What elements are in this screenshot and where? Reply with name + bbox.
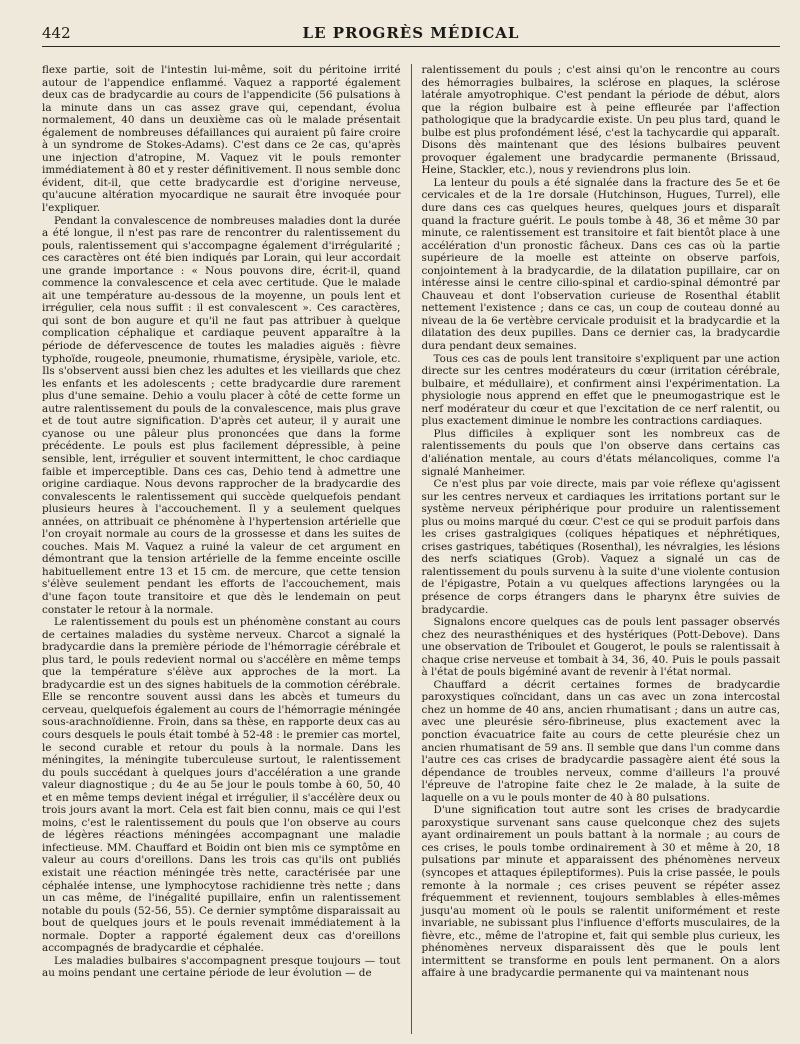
paragraph: La lenteur du pouls a été signalée dans la fracture des 5e et 6e cervicales et de la 1re dorsale (Hutchinson, Hugues, Turrel), elle dure dans ces cas quelques heures, quelques jours et disparaît quand la fracture guérit. Le pouls tombe à 48, 36 et même 30 par minute, ce ralentissement est transitoire et fait bientôt place à une accélération d'un pronostic fâcheux. Dans ces cas où la partie supérieure de la moelle est atteinte on observe parfois, conjointement à la bradycardie, de la dilatation pupillaire, car on intéresse ainsi le centre cilio-spinal et cardio-spinal démontré par Chauveau et dont l'observation curieuse de Rosenthal établit nettement l'existence ; dans ce cas, un coup de couteau donné au niveau de la 6e vertèbre cervicale produisit et la bradycardie et la dilatation des deux pupilles. Dans ce dernier cas, la bradycardie dura pendant deux semaines.: [421, 176, 780, 353]
paragraph: Chauffard a décrit certaines formes de bradycardie paroxystiques coïncidant, dans un cas avec un zona intercostal chez un homme de 40 ans, ancien rhumatisant ; dans un autre cas, avec une pleurésie séro-fibrineuse, plus exactement avec la ponction évacuatrice faite au cours de cette pleurésie chez un ancien rhumatisant de 59 ans. Il semble que dans l'un comme dans l'autre ces cas crises de bradycardie passagère aient été sous la dépendance de troubles nerveux, comme d'ailleurs l'a prouvé l'épreuve de l'atropine faite chez le 2e malade, à la suite de laquelle on a vu le pouls monter de 40 à 80 pulsations.: [421, 678, 780, 804]
paragraph: D'une signification tout autre sont les crises de bradycardie paroxystique survenant sans cause quelconque chez des sujets ayant ordinairement un pouls battant à la normale ; au cours de ces crises, le pouls tombe ordinairement à 30 et même à 20, 18 pulsations par minute et apparaissent des phénomènes nerveux (syncopes et attaques épileptiformes). Puis la crise passée, le pouls remonte à la normale ; ces crises peuvent se répéter assez fréquemment et reviennent, toujours semblables à elles-mêmes jusqu'au moment où le pouls se ralentit uniformément et reste invariable, ne subissant plus l'influence d'efforts musculaires, de la fièvre, etc., même de l'atropine et, fait qui semble plus curieux, les phénomènes nerveux disparaissent dès que le pouls lent intermittent se transforme en pouls lent permanent. On a alors affaire à une bradycardie permanente qui va maintenant nous: [421, 804, 780, 980]
paragraph: Le ralentissement du pouls est un phénomène constant au cours de certaines maladies du système nerveux. Charcot a signalé la bradycardie dans la première période de l'hémorragie cérébrale et plus tard, le pouls redevient normal ou s'accélère en même temps que la température s'élève aux approches de la mort. La bradycardie est un des signes habituels de la commotion cérébrale. Elle se rencontre souvent aussi dans les abcès et tumeurs du cerveau, quelquefois également au cours de l'hémorragie méningée sous-arachnoïdienne. Froin, dans sa thèse, en rapporte deux cas au cours desquels le pouls était tombé à 52-48 : le premier cas mortel, le second curable et retour du pouls à la normale. Dans les méningites, la méningite tuberculeuse surtout, le ralentissement du pouls succédant à quelques jours d'accélération a une grande valeur diagnostique ; du 4e au 5e jour le pouls tombe à 60, 50, 40 et en même temps devient inégal et irrégulier, il s'accélère deux ou trois jours avant la mort. Cela est fait bien connu, mais ce qui l'est moins, c'est le ralentissement du pouls que l'on observe au cours de légères réactions méningées accompagnant une maladie infectieuse. MM. Chauffard et Boidin ont bien mis ce symptôme en valeur au cours d'oreillons. Dans les trois cas qu'ils ont publiés existait une réaction méningée très nette, caractérisée par une céphalée intense, une lymphocytose rachidienne très nette ; dans un cas même, de l'inégalité pupillaire, enfin un ralentissement notable du pouls (52-56, 55). Ce dernier symptôme disparaissait au bout de quelques jours et le pouls revenait immédiatement à la normale. Dopter a rapporté également deux cas d'oreillons accompagnés de bradycardie et céphalée.: [42, 616, 401, 955]
page-header: [42, 20, 780, 47]
running-title: LE PROGRÈS MÉDICAL: [302, 24, 520, 42]
paragraph: Tous ces cas de pouls lent transitoire s'expliquent par une action directe sur les centres modérateurs du cœur (irritation cérébrale, bulbaire, et médullaire), et confirment ainsi l'expérimentation. La physiologie nous apprend en effet que le pneumogastrique est le nerf modérateur du cœur et que l'excitation de ce nerf ralentit, ou plus exactement diminue le nombre les contractions cardiaques.: [421, 352, 780, 428]
right-column: [411, 64, 781, 1034]
paragraph: Ce n'est plus par voie directe, mais par voie réflexe qu'agissent sur les centres nerveux et cardiaques les irritations portant sur le système nerveux périphérique pour produire un ralentissement plus ou moins marqué du cœur. C'est ce qui se produit parfois dans les crises gastralgiques (coliques hépatiques et néphrétiques, crises gastriques, tabétiques (Rosenthal), les névralgies, les lésions des nerfs sciatiques (Grob). Vaquez a signalé un cas de ralentissement du pouls survenu à la suite d'une violente contusion de l'épigastre, Potain a vu quelques affections laryngées ou la présence de corps étrangers dans le pharynx être suivies de bradycardie.: [421, 478, 780, 616]
paragraph: Signalons encore quelques cas de pouls lent passager observés chez des neurasthéniques et des hystériques (Pott-Debove). Dans une observation de Triboulet et Gougerot, le pouls se ralentissait à chaque crise nerveuse et tombait à 34, 36, 40. Puis le pouls passait à l'état de pouls bigéminé avant de revenir à l'état normal.: [421, 616, 780, 679]
text-columns: [42, 64, 780, 1034]
paragraph: ralentissement du pouls ; c'est ainsi qu'on le rencontre au cours des hémorragies bulbaires, la sclérose en plaques, la sclérose latérale amyotrophique. C'est pendant la période de début, alors que la région bulbaire est à peine effleurée par l'affection pathologique que la bradycardie existe. Un peu plus tard, quand le bulbe est plus profondément lésé, c'est la tachycardie qui apparaît. Disons dès maintenant que des lésions bulbaires peuvent provoquer également une bradycardie permanente (Brissaud, Heine, Stackler, etc.), nous y reviendrons plus loin.: [421, 64, 780, 177]
paragraph: flexe partie, soit de l'intestin lui-même, soit du péritoine irrité autour de l'appendice enflammé. Vaquez a rapporté également deux cas de bradycardie au cours de l'appendicite (56 pulsations à la minute dans un cas assez grave qui, cependant, évolua normalement, 40 dans un deuxième cas où le malade présentait également de nombreuses défaillances qui auraient pû faire croire à un syndrome de Stokes-Adams). C'est dans ce 2e cas, qu'après une injection d'atropine, M. Vaquez vit le pouls remonter immédiatement à 80 et y rester définitivement. Il nous semble donc évident, dit-il, que cette bradycardie est d'origine nerveuse, qu'aucune altération myocardique ne saurait être invoquée pour l'expliquer.: [42, 64, 401, 215]
left-column: [42, 64, 411, 1034]
paragraph: Les maladies bulbaires s'accompagnent presque toujours — tout au moins pendant une certaine période de leur évolution — de: [42, 954, 401, 980]
paragraph: Plus difficiles à expliquer sont les nombreux cas de ralentissements du pouls que l'on observe dans certains cas d'aliénation mentale, au cours d'états mélancoliques, comme l'a signalé Manheimer.: [421, 427, 780, 478]
paragraph: Pendant la convalescence de nombreuses maladies dont la durée a été longue, il n'est pas rare de rencontrer du ralentissement du pouls, ralentissement qui s'accompagne également d'irrégularité ; ces caractères ont été bien indiqués par Lorain, qui leur accordait une grande importance : « Nous pouvons dire, écrit-il, quand commence la convalescence et cela avec certitude. Que le malade ait une température au-dessous de la moyenne, un pouls lent et irrégulier, cela nous suffit : il est convalescent ». Ces caractères, qui sont de bon augure et qu'il ne faut pas attribuer à quelque complication céphalique et cardiaque peuvent apparaître à la période de défervescence de toutes les maladies aiguës : fièvre typhoïde, rougeole, pneumonie, rhumatisme, érysipèle, variole, etc. Ils s'observent aussi bien chez les adultes et les vieillards que chez les enfants et les adolescents ; cette bradycardie dure rarement plus d'une semaine. Dehio a voulu placer à côté de cette forme un autre ralentissement du pouls de la convalescence, mais plus grave et de tout autre signification. D'après cet auteur, il y aurait une cyanose ou une pâleur plus prononcées que dans la forme précédente. Le pouls est plus facilement dépressible, à peine sensible, lent, irrégulier et souvent intermittent, le choc cardiaque faible et imperceptible. Dans ces cas, Dehio tend à admettre une origine cardiaque. Nous devons rapprocher de la bradycardie des convalescents le ralentissement qui succède quelquefois pendant plusieurs heures à l'accouchement. Il y a seulement quelques années, on attribuait ce phénomène à l'hypertension artérielle que l'on croyait normale au cours de la grossesse et dans les suites de couches. Mais M. Vaquez a ruiné la valeur de cet argument en démontrant que la tension artérielle de la femme enceinte oscille habituellement entre 13 et 15 cm. de mercure, que cette tension s'élève seulement pendant les efforts de l'accouchement, mais d'une façon toute transitoire et que dès le lendemain on peut constater le retour à la normale.: [42, 214, 401, 616]
page-number: 442: [42, 24, 71, 42]
